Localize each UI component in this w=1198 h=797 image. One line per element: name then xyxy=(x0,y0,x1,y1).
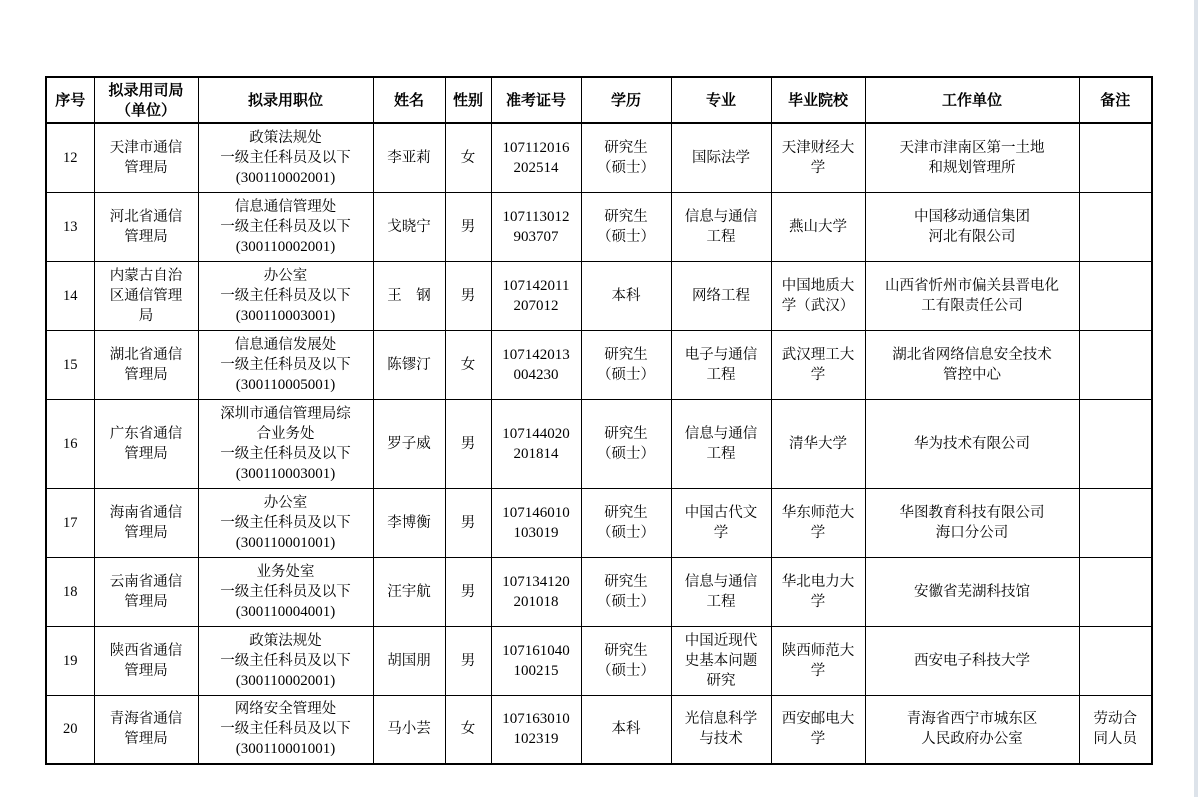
cell-exam-id xyxy=(491,123,581,192)
cell-position-line: 一级主任科员及以下 xyxy=(220,445,351,462)
cell-school-line: 学 xyxy=(810,524,826,541)
cell-employer xyxy=(865,488,1079,557)
cell-major-line: 学 xyxy=(713,524,729,541)
cell-employer-line: 山西省忻州市偏关县晋电化 xyxy=(885,277,1059,294)
cell-seq: 17 xyxy=(46,488,94,557)
header-name-line: 姓名 xyxy=(393,91,424,109)
cell-school xyxy=(771,626,865,695)
cell-position-line: 一级主任科员及以下 xyxy=(220,583,351,600)
cell-employer xyxy=(865,695,1079,764)
cell-exam-id-line: 103019 xyxy=(513,524,559,541)
cell-dept-line: 青海省通信 xyxy=(109,711,183,728)
cell-dept xyxy=(94,330,198,399)
cell-school-line: 学 xyxy=(810,731,826,748)
cell-school xyxy=(771,399,865,488)
cell-exam-id xyxy=(491,192,581,261)
cell-name: 李博衡 xyxy=(373,488,445,557)
cell-major xyxy=(671,695,771,764)
cell-dept-line: 管理局 xyxy=(124,445,168,462)
cell-position xyxy=(198,123,373,192)
cell-employer xyxy=(865,192,1079,261)
cell-education xyxy=(581,399,671,488)
cell-position xyxy=(198,695,373,764)
cell-education-line: 本科 xyxy=(611,721,641,738)
cell-note xyxy=(1079,330,1152,399)
cell-position xyxy=(198,399,373,488)
cell-exam-id xyxy=(491,488,581,557)
cell-name: 胡国朋 xyxy=(373,626,445,695)
cell-position xyxy=(198,192,373,261)
cell-employer xyxy=(865,626,1079,695)
cell-position xyxy=(198,330,373,399)
cell-gender: 男 xyxy=(445,261,491,330)
cell-major-line: 国际法学 xyxy=(692,149,750,166)
cell-employer xyxy=(865,399,1079,488)
cell-dept-line: 管理局 xyxy=(124,731,168,748)
cell-school xyxy=(771,123,865,192)
cell-position-line: 一级主任科员及以下 xyxy=(220,514,351,531)
cell-seq: 16 xyxy=(46,399,94,488)
cell-gender: 女 xyxy=(445,123,491,192)
cell-position-line: (300110002001) xyxy=(235,672,336,689)
table-body xyxy=(46,123,1152,764)
cell-major-line: 与技术 xyxy=(699,731,743,748)
cell-seq: 18 xyxy=(46,557,94,626)
cell-dept-line: 管理局 xyxy=(124,524,168,541)
cell-employer xyxy=(865,123,1079,192)
table-row xyxy=(46,399,1152,488)
cell-position-line: 网络安全管理处 xyxy=(234,701,337,718)
table-row xyxy=(46,626,1152,695)
cell-major-line: 中国近现代 xyxy=(684,632,758,649)
cell-position-line: (300110002001) xyxy=(235,169,336,186)
cell-education-line: 研究生 xyxy=(604,425,648,442)
cell-school xyxy=(771,488,865,557)
cell-school-line: 学 xyxy=(810,593,826,610)
cell-dept xyxy=(94,192,198,261)
cell-exam-id-line: 102319 xyxy=(513,731,559,748)
cell-gender: 男 xyxy=(445,488,491,557)
table-row xyxy=(46,123,1152,192)
cell-position-line: 一级主任科员及以下 xyxy=(220,721,351,738)
cell-exam-id-line: 100215 xyxy=(513,662,559,679)
header-major xyxy=(671,77,771,123)
cell-school-line: 西安邮电大 xyxy=(781,711,855,728)
cell-dept-line: 内蒙古自治 xyxy=(109,267,183,284)
cell-exam-id xyxy=(491,330,581,399)
header-position-line: 拟录用职位 xyxy=(247,91,323,109)
cell-education-line: 本科 xyxy=(611,287,641,304)
cell-school-line: 学 xyxy=(810,366,826,383)
cell-education xyxy=(581,330,671,399)
cell-position xyxy=(198,557,373,626)
cell-exam-id-line: 201814 xyxy=(513,445,559,462)
cell-education-line: （硕士） xyxy=(597,159,655,176)
cell-dept-line: 管理局 xyxy=(124,228,168,245)
header-gender xyxy=(445,77,491,123)
cell-school-line: 燕山大学 xyxy=(789,218,847,235)
cell-school-line: 中国地质大 xyxy=(781,277,855,294)
cell-employer-line: 华为技术有限公司 xyxy=(914,435,1030,452)
cell-education-line: （硕士） xyxy=(597,228,655,245)
cell-education xyxy=(581,123,671,192)
header-seq-line: 序号 xyxy=(55,91,86,109)
cell-position-line: 信息通信发展处 xyxy=(234,336,337,353)
cell-position xyxy=(198,261,373,330)
cell-school-line: 华北电力大 xyxy=(781,573,855,590)
cell-position-line: 一级主任科员及以下 xyxy=(220,652,351,669)
cell-exam-id-line: 201018 xyxy=(513,593,559,610)
cell-exam-id xyxy=(491,626,581,695)
cell-note xyxy=(1079,626,1152,695)
table-row xyxy=(46,557,1152,626)
cell-education-line: （硕士） xyxy=(597,593,655,610)
cell-major-line: 信息与通信 xyxy=(684,208,758,225)
cell-position-line: 一级主任科员及以下 xyxy=(220,356,351,373)
cell-school-line: 学 xyxy=(810,662,826,679)
cell-position-line: 办公室 xyxy=(263,267,308,284)
cell-note xyxy=(1079,261,1152,330)
cell-seq: 12 xyxy=(46,123,94,192)
cell-seq: 20 xyxy=(46,695,94,764)
header-dept-line: 拟录用司局 xyxy=(108,81,184,99)
cell-major-line: 研究 xyxy=(706,672,736,689)
cell-position-line: 一级主任科员及以下 xyxy=(220,149,351,166)
cell-position-line: (300110001001) xyxy=(235,534,336,551)
cell-school xyxy=(771,557,865,626)
cell-seq: 13 xyxy=(46,192,94,261)
cell-major xyxy=(671,192,771,261)
cell-school-line: 学 xyxy=(810,159,826,176)
cell-position-line: 政策法规处 xyxy=(249,129,322,146)
cell-school-line: 陕西师范大 xyxy=(781,642,855,659)
table-header-row xyxy=(46,77,1152,123)
cell-position-line: (300110005001) xyxy=(235,376,336,393)
cell-education-line: （硕士） xyxy=(597,445,655,462)
cell-exam-id-line: 107144020 xyxy=(502,425,570,442)
cell-exam-id-line: 107146010 xyxy=(502,504,570,521)
cell-employer-line: 人民政府办公室 xyxy=(921,731,1023,748)
cell-position-line: 业务处室 xyxy=(256,563,315,580)
cell-gender: 女 xyxy=(445,695,491,764)
cell-note xyxy=(1079,192,1152,261)
cell-name: 罗子威 xyxy=(373,399,445,488)
cell-note xyxy=(1079,557,1152,626)
table-row xyxy=(46,261,1152,330)
cell-school-line: 武汉理工大 xyxy=(781,346,855,363)
cell-gender: 男 xyxy=(445,557,491,626)
cell-employer-line: 管控中心 xyxy=(943,366,1001,383)
cell-major-line: 中国古代文 xyxy=(684,504,758,521)
cell-position-line: (300110003001) xyxy=(235,307,336,324)
cell-school xyxy=(771,192,865,261)
cell-education xyxy=(581,557,671,626)
cell-employer-line: 天津市津南区第一土地 xyxy=(899,139,1045,156)
header-name xyxy=(373,77,445,123)
header-exam-id-line: 准考证号 xyxy=(505,91,566,109)
cell-position-line: 信息通信管理处 xyxy=(234,198,337,215)
cell-major xyxy=(671,626,771,695)
header-education xyxy=(581,77,671,123)
cell-major-line: 电子与通信 xyxy=(684,346,758,363)
cell-major xyxy=(671,488,771,557)
cell-position xyxy=(198,626,373,695)
cell-seq: 15 xyxy=(46,330,94,399)
cell-name: 李亚莉 xyxy=(373,123,445,192)
cell-seq: 14 xyxy=(46,261,94,330)
cell-exam-id-line: 107142011 xyxy=(502,277,570,294)
cell-education-line: 研究生 xyxy=(604,346,648,363)
cell-employer-line: 华图教育科技有限公司 xyxy=(899,504,1045,521)
cell-position-line: 合业务处 xyxy=(256,425,315,442)
cell-gender: 男 xyxy=(445,192,491,261)
cell-dept-line: 区通信管理 xyxy=(109,287,183,304)
cell-major-line: 工程 xyxy=(706,366,736,383)
cell-dept-line: 天津市通信 xyxy=(109,139,183,156)
cell-education-line: 研究生 xyxy=(604,642,648,659)
cell-dept-line: 管理局 xyxy=(124,366,168,383)
cell-exam-id-line: 107161040 xyxy=(502,642,570,659)
cell-education xyxy=(581,626,671,695)
table-row xyxy=(46,192,1152,261)
cell-exam-id-line: 107113012 xyxy=(502,208,570,225)
header-major-line: 专业 xyxy=(705,91,736,109)
cell-major-line: 光信息科学 xyxy=(684,711,758,728)
cell-dept-line: 云南省通信 xyxy=(109,573,183,590)
cell-exam-id-line: 107134120 xyxy=(502,573,570,590)
cell-education xyxy=(581,261,671,330)
cell-position-line: 政策法规处 xyxy=(249,632,322,649)
cell-position xyxy=(198,488,373,557)
cell-education-line: （硕士） xyxy=(597,662,655,679)
cell-dept-line: 广东省通信 xyxy=(109,425,183,442)
table-row xyxy=(46,488,1152,557)
cell-gender: 男 xyxy=(445,626,491,695)
cell-exam-id xyxy=(491,261,581,330)
cell-major-line: 信息与通信 xyxy=(684,573,758,590)
cell-major-line: 工程 xyxy=(706,593,736,610)
cell-employer-line: 海口分公司 xyxy=(935,524,1009,541)
cell-dept xyxy=(94,399,198,488)
cell-position-line: 一级主任科员及以下 xyxy=(220,218,351,235)
cell-dept xyxy=(94,123,198,192)
cell-school xyxy=(771,695,865,764)
cell-name: 马小芸 xyxy=(373,695,445,764)
cell-employer xyxy=(865,557,1079,626)
cell-school xyxy=(771,261,865,330)
cell-school xyxy=(771,330,865,399)
cell-school-line: 学（武汉） xyxy=(781,297,855,314)
cell-exam-id-line: 903707 xyxy=(513,228,559,245)
cell-name: 戈晓宁 xyxy=(373,192,445,261)
cell-position-line: 一级主任科员及以下 xyxy=(220,287,351,304)
cell-position-line: (300110004001) xyxy=(235,603,336,620)
hiring-roster-table xyxy=(45,76,1153,765)
cell-employer-line: 湖北省网络信息安全技术 xyxy=(892,346,1052,363)
header-dept xyxy=(94,77,198,123)
cell-education-line: 研究生 xyxy=(604,573,648,590)
cell-education-line: （硕士） xyxy=(597,524,655,541)
header-note xyxy=(1079,77,1152,123)
cell-dept-line: 海南省通信 xyxy=(109,504,183,521)
header-dept-line: （单位） xyxy=(115,101,176,119)
cell-dept-line: 陕西省通信 xyxy=(109,642,183,659)
cell-major-line: 工程 xyxy=(706,228,736,245)
cell-education-line: （硕士） xyxy=(597,366,655,383)
cell-dept-line: 管理局 xyxy=(124,662,168,679)
table-row xyxy=(46,330,1152,399)
cell-dept-line: 河北省通信 xyxy=(109,208,183,225)
header-position xyxy=(198,77,373,123)
cell-education-line: 研究生 xyxy=(604,504,648,521)
header-school xyxy=(771,77,865,123)
cell-exam-id xyxy=(491,695,581,764)
page-right-edge xyxy=(1194,0,1198,797)
cell-employer-line: 和规划管理所 xyxy=(928,159,1016,176)
header-employer-line: 工作单位 xyxy=(941,91,1002,109)
table-row xyxy=(46,695,1152,764)
cell-major xyxy=(671,261,771,330)
cell-education xyxy=(581,192,671,261)
cell-school-line: 清华大学 xyxy=(789,435,847,452)
cell-note-line: 劳动合 xyxy=(1093,711,1137,728)
cell-note xyxy=(1079,399,1152,488)
cell-exam-id xyxy=(491,399,581,488)
cell-exam-id xyxy=(491,557,581,626)
cell-gender: 男 xyxy=(445,399,491,488)
header-gender-line: 性别 xyxy=(452,91,483,109)
cell-position-line: (300110002001) xyxy=(235,238,336,255)
cell-employer-line: 工有限责任公司 xyxy=(921,297,1023,314)
cell-gender: 女 xyxy=(445,330,491,399)
cell-employer-line: 青海省西宁市城东区 xyxy=(906,711,1038,728)
cell-major-line: 工程 xyxy=(706,445,736,462)
cell-major xyxy=(671,123,771,192)
cell-exam-id-line: 207012 xyxy=(513,297,559,314)
cell-name: 陈镠汀 xyxy=(373,330,445,399)
header-employer xyxy=(865,77,1079,123)
cell-dept-line: 管理局 xyxy=(124,159,168,176)
cell-exam-id-line: 107142013 xyxy=(502,346,570,363)
header-note-line: 备注 xyxy=(1100,91,1131,109)
cell-education-line: 研究生 xyxy=(604,208,648,225)
cell-exam-id-line: 107112016 xyxy=(502,139,570,156)
cell-major xyxy=(671,330,771,399)
cell-dept-line: 局 xyxy=(138,307,154,324)
cell-employer-line: 中国移动通信集团 xyxy=(914,208,1030,225)
header-seq xyxy=(46,77,94,123)
cell-seq: 19 xyxy=(46,626,94,695)
cell-employer xyxy=(865,261,1079,330)
cell-position-line: 深圳市通信管理局综 xyxy=(220,405,351,422)
cell-education-line: 研究生 xyxy=(604,139,648,156)
cell-major-line: 信息与通信 xyxy=(684,425,758,442)
cell-name: 王 钢 xyxy=(373,261,445,330)
cell-education xyxy=(581,488,671,557)
cell-name: 汪宇航 xyxy=(373,557,445,626)
cell-position-line: 办公室 xyxy=(263,494,308,511)
cell-major xyxy=(671,557,771,626)
header-education-line: 学历 xyxy=(610,91,641,109)
cell-dept xyxy=(94,557,198,626)
cell-major-line: 网络工程 xyxy=(692,287,750,304)
cell-exam-id-line: 107163010 xyxy=(502,711,570,728)
cell-employer-line: 西安电子科技大学 xyxy=(914,652,1030,669)
cell-school-line: 天津财经大 xyxy=(781,139,855,156)
cell-note xyxy=(1079,123,1152,192)
cell-note xyxy=(1079,488,1152,557)
cell-position-line: (300110003001) xyxy=(235,465,336,482)
cell-dept xyxy=(94,488,198,557)
cell-major xyxy=(671,399,771,488)
cell-education xyxy=(581,695,671,764)
cell-dept-line: 管理局 xyxy=(124,593,168,610)
cell-note-line: 同人员 xyxy=(1093,731,1137,748)
cell-dept xyxy=(94,261,198,330)
cell-dept-line: 湖北省通信 xyxy=(109,346,183,363)
cell-exam-id-line: 004230 xyxy=(513,366,559,383)
cell-dept xyxy=(94,626,198,695)
cell-employer-line: 河北有限公司 xyxy=(928,228,1016,245)
cell-dept xyxy=(94,695,198,764)
cell-school-line: 华东师范大 xyxy=(781,504,855,521)
cell-exam-id-line: 202514 xyxy=(513,159,559,176)
cell-employer-line: 安徽省芜湖科技馆 xyxy=(914,583,1030,600)
header-exam-id xyxy=(491,77,581,123)
cell-major-line: 史基本问题 xyxy=(684,652,758,669)
cell-position-line: (300110001001) xyxy=(235,741,336,758)
cell-note xyxy=(1079,695,1152,764)
header-school-line: 毕业院校 xyxy=(787,91,848,109)
cell-employer xyxy=(865,330,1079,399)
